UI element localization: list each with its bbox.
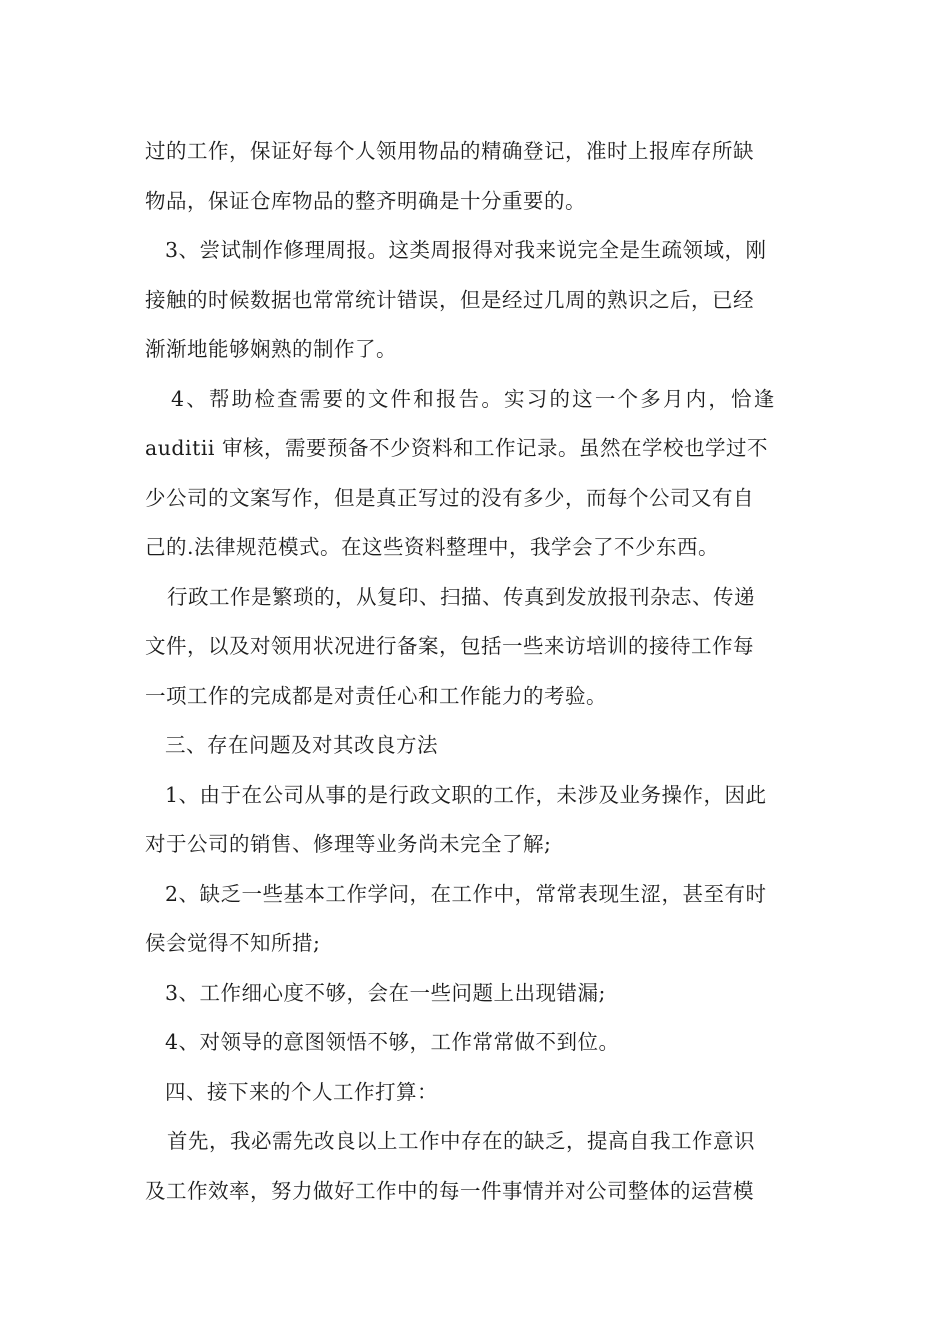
document-body	[145, 127, 810, 1216]
text-line: 过的工作，保证好每个人领用物品的精确登记，准时上报库存所缺	[145, 139, 754, 163]
text-line: 对于公司的销售、修理等业务尚未完全了解;	[145, 832, 552, 856]
list-item-text: 4、帮助检查需要的文件和报告。实习的这一个多月内，恰逢	[171, 386, 777, 411]
list-item-text: 4、对领导的意图领悟不够，工作常常做不到位。	[165, 1030, 620, 1054]
text-line: auditii 审核，需要预备不少资料和工作记录。虽然在学校也学过不	[145, 436, 768, 460]
paragraph-text: 行政工作是繁琐的，从复印、扫描、传真到发放报刊杂志、传递	[167, 584, 755, 609]
text-line: 少公司的文案写作，但是真正写过的没有多少，而每个公司又有自	[145, 485, 754, 510]
section-heading: 四、接下来的个人工作打算：	[165, 1079, 438, 1104]
list-item-text: 3、尝试制作修理周报。这类周报得对我来说完全是生疏领域，刚	[165, 238, 767, 262]
text-line: 一项工作的完成都是对责任心和工作能力的考验。	[145, 683, 607, 708]
text-line: 物品，保证仓库物品的整齐明确是十分重要的。	[145, 188, 586, 213]
paragraph-text: 首先，我必需先改良以上工作中存在的缺乏，提高自我工作意识	[167, 1129, 755, 1153]
text-line: 渐渐地能够娴熟的制作了。	[145, 337, 397, 361]
text-line: 文件，以及对领用状况进行备案，包括一些来访培训的接待工作每	[145, 634, 754, 658]
text-line: 侯会觉得不知所措;	[145, 931, 321, 955]
list-item-text: 1、由于在公司从事的是行政文职的工作，未涉及业务操作，因此	[165, 782, 767, 807]
text-line: 己的.法律规范模式。在这些资料整理中，我学会了不少东西。	[145, 535, 720, 559]
section-heading: 三、存在问题及对其改良方法	[165, 733, 438, 757]
list-item-text: 2、缺乏一些基本工作学问，在工作中，常常表现生涩，甚至有时	[165, 881, 767, 906]
list-item-text: 3、工作细心度不够，会在一些问题上出现错漏;	[165, 980, 606, 1005]
text-line: 接触的时候数据也常常统计错误，但是经过几周的熟识之后，已经	[145, 287, 754, 312]
text-line: 及工作效率，努力做好工作中的每一件事情并对公司整体的运营模	[145, 1178, 754, 1203]
